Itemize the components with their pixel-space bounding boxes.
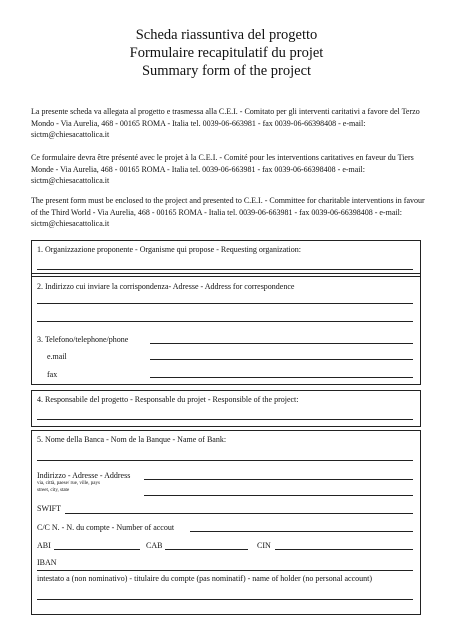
bank-address-label: Indirizzo - Adresse - Address bbox=[37, 471, 131, 480]
email-label: e.mail bbox=[47, 352, 67, 361]
address-line-1[interactable] bbox=[37, 303, 413, 304]
bank-address-hint-1: via, città, paese/ rue, ville, pays bbox=[37, 481, 100, 486]
email-field[interactable] bbox=[150, 359, 413, 360]
correspondence-address-label: 2. Indirizzo cui inviare la corrispondenza- Adresse - Address for correspondence bbox=[37, 282, 295, 291]
section-address-phone bbox=[31, 273, 421, 385]
iban-label: IBAN bbox=[37, 558, 57, 567]
abi-field[interactable] bbox=[54, 549, 140, 550]
bank-name-label: 5. Nome della Banca - Nom de la Banque - Name of Bank: bbox=[37, 435, 227, 444]
organization-label: 1. Organizzazione proponente - Organisme qui propose - Requesting organization: bbox=[37, 245, 301, 254]
title-english: Summary form of the project bbox=[141, 63, 312, 79]
account-number-label: C/C N. - N. du compte - Number of accout bbox=[37, 523, 175, 532]
cab-field[interactable] bbox=[165, 549, 248, 550]
responsible-label: 4. Responsabile del progetto - Responsable du projet - Responsible of the project: bbox=[37, 395, 299, 404]
bank-address-line-1[interactable] bbox=[144, 479, 413, 480]
cab-label: CAB bbox=[146, 541, 163, 550]
section-responsible bbox=[31, 390, 421, 427]
phone-field[interactable] bbox=[150, 343, 413, 344]
phone-label: 3. Telefono/telephone/phone bbox=[37, 335, 129, 344]
swift-label: SWIFT bbox=[37, 504, 61, 513]
intro-english: The present form must be enclosed to the project and presented to C.E.I. - Committee for charitable interventions in favour of the Third World - Via Aurelia, 468 - 00165 ROMA - Italia tel. 0039-06-663981 - fax 0039-06-66398408 - e-mail: sictm@chiesacattolica.it bbox=[31, 196, 425, 229]
responsible-field[interactable] bbox=[37, 419, 413, 420]
address-line-2[interactable] bbox=[37, 321, 413, 322]
title-italian: Scheda riassuntiva del progetto bbox=[135, 27, 318, 43]
cin-field[interactable] bbox=[275, 549, 413, 550]
account-holder-label: intestato a (non nominativo) - titulaire du compte (pas nominatif) - name of holder (no personal account) bbox=[37, 574, 373, 583]
cin-label: CIN bbox=[257, 541, 271, 550]
account-number-field[interactable] bbox=[190, 531, 413, 532]
bank-address-hint-2: street, city, state bbox=[37, 488, 70, 493]
intro-italian: La presente scheda va allegata al progetto e trasmessa alla C.E.I. - Comitato per gli interventi caritativi a favore del Terzo Mondo - Via Aurelia, 468 - 00165 ROMA - Italia tel. 0039-06-663981 - fax 0039-06-66398408 - e-mail: sictm@chiesacattolica.it bbox=[31, 107, 420, 140]
form-title bbox=[0, 26, 453, 80]
fax-field[interactable] bbox=[150, 377, 413, 378]
bank-name-field[interactable] bbox=[37, 460, 413, 461]
iban-field[interactable] bbox=[37, 570, 413, 571]
title-french: Formulaire recapitulatif du projet bbox=[129, 45, 324, 61]
account-holder-field[interactable] bbox=[37, 599, 413, 600]
section-organization bbox=[31, 240, 421, 277]
bank-address-line-2[interactable] bbox=[144, 495, 413, 496]
organization-field[interactable] bbox=[37, 269, 413, 270]
abi-label: ABI bbox=[37, 541, 51, 550]
section-bank bbox=[31, 430, 421, 615]
intro-french: Ce formulaire devra être présenté avec le projet à la C.E.I. - Comité pour les interventions caritatives en faveur du Tiers Monde - Via Aurelia, 468 - 00165 ROMA - Italia tel. 0039-06-663981 - fax 0039-06-66398408 - e-mail: sictm@chiesacattolica.it bbox=[31, 153, 414, 186]
fax-label: fax bbox=[47, 370, 58, 379]
swift-field[interactable] bbox=[65, 513, 413, 514]
